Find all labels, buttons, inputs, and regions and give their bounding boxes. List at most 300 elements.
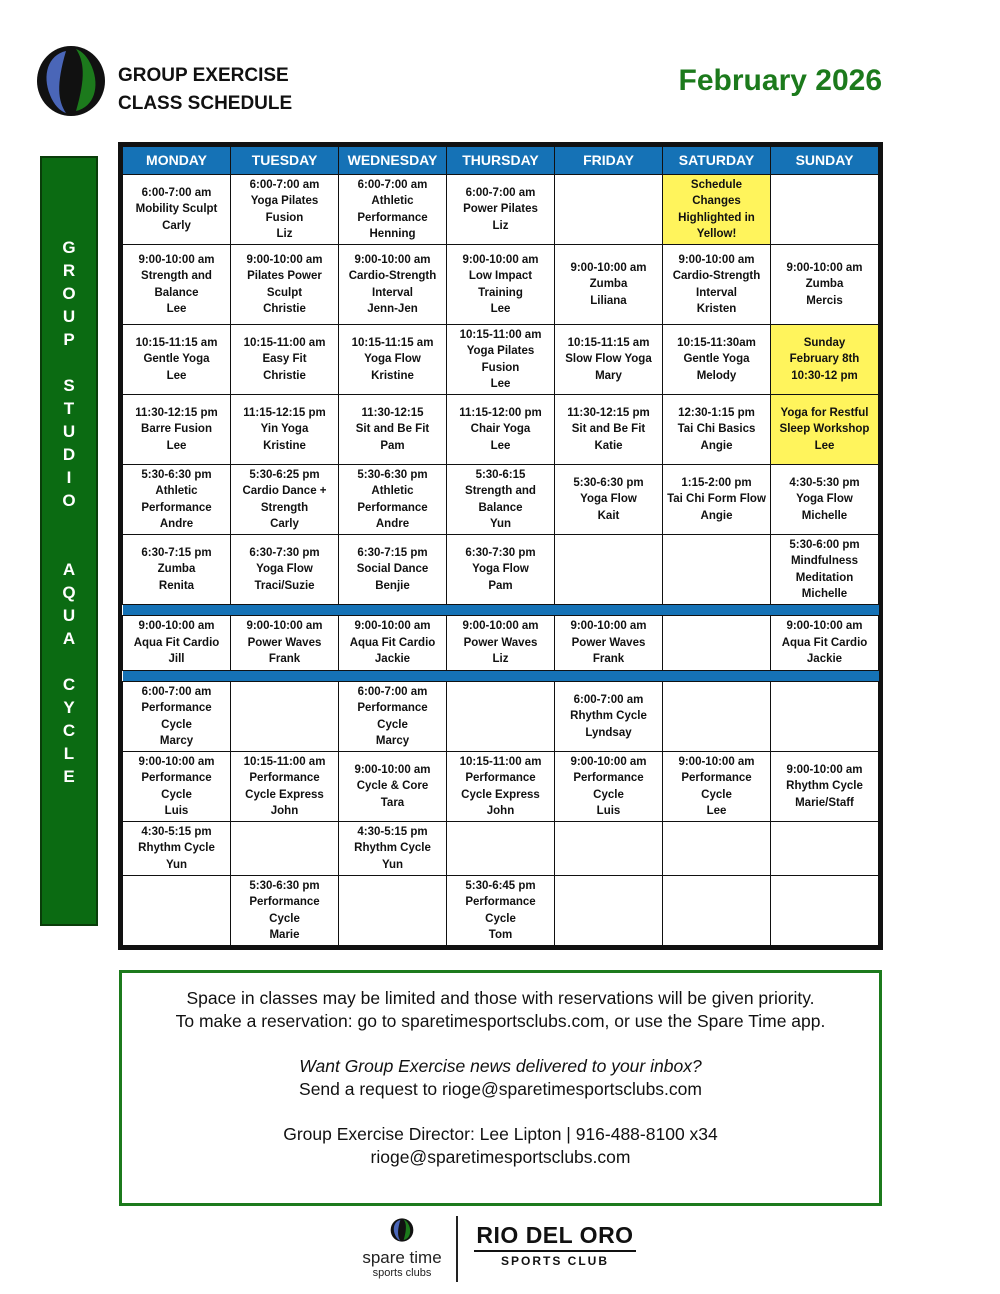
side-letter: C — [62, 675, 76, 694]
class-cell-line: Yun — [489, 518, 512, 530]
class-cell-line: Gentle Yoga — [143, 353, 210, 366]
class-cell — [123, 822, 231, 876]
class-cell — [231, 465, 339, 535]
class-cell-line: Lee — [166, 303, 187, 315]
side-letter: C — [62, 721, 76, 740]
class-cell-line: Performance — [357, 501, 428, 514]
schedule-table-frame — [118, 142, 883, 950]
side-letter: A — [62, 560, 76, 579]
class-cell-line: Frank — [268, 653, 301, 666]
class-cell-line: Christie — [263, 369, 306, 382]
class-cell — [555, 465, 663, 535]
class-cell — [339, 822, 447, 876]
class-cell-line: Zumba — [157, 563, 196, 576]
class-cell-line: Yun — [165, 858, 188, 871]
class-cell — [447, 616, 555, 671]
class-cell-line: Athletic — [371, 195, 414, 207]
class-cell-line: Performance — [141, 702, 212, 714]
side-letter: S — [63, 376, 75, 395]
class-cell-line: Yoga for Restful — [780, 406, 869, 419]
class-cell-line: 5:30-6:25 pm — [249, 468, 320, 481]
class-cell — [663, 175, 771, 245]
info-line-3: Want Group Exercise news delivered to your inbox? — [299, 1056, 702, 1076]
class-cell-line: Jenn-Jen — [367, 303, 418, 315]
class-cell — [339, 465, 447, 535]
class-cell-line: Performance — [681, 772, 752, 784]
class-cell-line: 11:15-12:00 pm — [459, 406, 542, 419]
side-letter: O — [62, 284, 76, 303]
page-title — [118, 62, 292, 118]
side-label-bar — [40, 156, 98, 926]
class-cell-line: Strength and — [465, 485, 536, 497]
class-cell — [663, 876, 771, 946]
class-cell-line: Renita — [158, 579, 195, 592]
class-cell-line: Andre — [159, 518, 194, 530]
side-letter: U — [62, 606, 76, 625]
class-cell — [771, 535, 879, 605]
class-cell-line: Sit and Be Fit — [355, 423, 430, 436]
side-letters — [42, 236, 96, 788]
day-header-friday: FRIDAY — [555, 147, 663, 175]
side-letter — [42, 512, 96, 535]
class-cell — [663, 682, 771, 752]
class-cell-line: Carly — [270, 518, 299, 530]
class-cell-line: Lee — [166, 369, 187, 382]
class-cell-line: Liz — [492, 219, 509, 232]
class-cell — [555, 535, 663, 605]
schedule-row — [123, 752, 879, 822]
class-cell-line: Yoga Flow — [580, 493, 637, 506]
class-cell-line: Mary — [595, 369, 622, 382]
sports-clubs-text: sports clubs — [372, 1267, 432, 1279]
class-cell-line: 11:30-12:15 pm — [567, 406, 650, 419]
class-cell — [555, 876, 663, 946]
class-cell-line: Rhythm Cycle — [786, 780, 863, 793]
class-cell-line: Chair Yoga — [470, 423, 531, 436]
class-cell-line: Liz — [492, 653, 509, 666]
class-cell — [123, 245, 231, 325]
class-cell-line: 4:30-5:15 pm — [141, 825, 212, 838]
class-cell — [771, 175, 879, 245]
schedule-row — [123, 245, 879, 325]
class-cell-line: Tara — [380, 796, 405, 809]
class-cell-line: Changes — [692, 195, 741, 207]
class-cell-line: Fusion — [481, 361, 520, 374]
class-cell-line: 9:00-10:00 am — [570, 755, 647, 768]
spare-time-small-logo-icon — [390, 1218, 414, 1242]
info-line-4: Send a request to rioge@sparetimesportsclubs.com — [299, 1079, 702, 1099]
class-cell-line: Cycle — [485, 912, 516, 925]
class-cell — [771, 395, 879, 465]
class-cell-line: Kristen — [696, 303, 737, 315]
class-cell — [771, 876, 879, 946]
class-cell-line: 9:00-10:00 am — [354, 253, 431, 266]
class-cell — [663, 465, 771, 535]
class-cell-line: 6:00-7:00 am — [141, 685, 212, 698]
class-cell-line: Performance — [357, 211, 428, 224]
side-letter: R — [62, 261, 76, 280]
class-cell — [447, 752, 555, 822]
class-cell-line: Meditation — [795, 571, 854, 584]
class-cell — [339, 682, 447, 752]
class-cell-line: Cardio-Strength — [348, 270, 437, 282]
class-cell — [555, 616, 663, 671]
class-cell-line: Michelle — [801, 588, 848, 600]
side-letter: Y — [63, 698, 75, 717]
class-cell-line: 9:00-10:00 am — [246, 253, 323, 266]
class-cell-line: Zumba — [805, 278, 844, 291]
footer-divider — [456, 1216, 458, 1282]
class-cell — [339, 245, 447, 325]
info-line-2: To make a reservation: go to sparetimesportsclubs.com, or use the Spare Time app. — [175, 1011, 826, 1031]
day-header-saturday: SATURDAY — [663, 147, 771, 175]
class-cell-line: 5:30-6:30 pm — [573, 476, 644, 489]
class-cell — [447, 822, 555, 876]
class-cell-line: Benjie — [375, 579, 410, 592]
class-cell-line: February 8th — [789, 353, 860, 366]
class-cell-line: Sunday — [803, 336, 846, 349]
class-cell-line: 5:30-6:30 pm — [357, 468, 428, 481]
class-cell-line: Sit and Be Fit — [571, 423, 646, 436]
class-cell-line: Lee — [814, 439, 835, 452]
spare-time-text: spare time — [362, 1248, 442, 1267]
class-cell-line: 6:30-7:30 pm — [465, 546, 536, 559]
day-header-row — [123, 147, 879, 175]
class-cell-line: 11:30-12:15 — [361, 406, 424, 419]
class-cell — [339, 535, 447, 605]
class-cell-line: Slow Flow Yoga — [565, 353, 652, 366]
class-cell-line: 9:00-10:00 am — [570, 620, 647, 633]
class-cell-line: Rhythm Cycle — [354, 842, 431, 855]
class-cell-line: Yoga Flow — [472, 563, 529, 576]
schedule-row — [123, 395, 879, 465]
class-cell — [447, 535, 555, 605]
class-cell-line: 6:00-7:00 am — [357, 685, 428, 698]
schedule-row — [123, 682, 879, 752]
class-cell-line: Lee — [166, 439, 187, 452]
class-cell — [339, 175, 447, 245]
class-cell-line: Angie — [700, 439, 733, 452]
class-cell-line: Tom — [488, 929, 513, 941]
side-letter: U — [62, 422, 76, 441]
class-cell-line: Cardio Dance + — [242, 485, 327, 497]
class-cell — [555, 822, 663, 876]
class-cell-line: Angie — [700, 509, 733, 522]
class-cell — [663, 616, 771, 671]
title-line-2: CLASS SCHEDULE — [118, 93, 293, 114]
class-cell-line: Aqua Fit Cardio — [781, 636, 868, 649]
class-cell-line: Yoga Pilates — [250, 195, 319, 207]
class-cell — [339, 395, 447, 465]
class-cell-line: Marcy — [375, 735, 410, 747]
class-cell-line: Andre — [375, 518, 410, 530]
schedule-table — [122, 146, 879, 946]
class-cell — [231, 822, 339, 876]
class-cell-line: 5:30-6:15 — [475, 468, 526, 481]
class-cell — [123, 465, 231, 535]
class-cell-line: Michelle — [801, 509, 848, 522]
class-cell-line: Strength — [260, 501, 309, 514]
class-cell-line: Performance — [249, 896, 320, 908]
schedule-row — [123, 325, 879, 395]
class-cell-line: 10:15-11:15 am — [135, 336, 218, 349]
schedule-row — [123, 465, 879, 535]
class-cell-line: 6:00-7:00 am — [573, 693, 644, 706]
class-cell-line: Pilates Power — [247, 270, 322, 282]
class-cell — [555, 395, 663, 465]
class-cell-line: Balance — [478, 501, 523, 514]
class-cell — [771, 245, 879, 325]
class-cell — [663, 752, 771, 822]
club-name: RIO DEL ORO — [476, 1222, 634, 1248]
class-cell-line: Jackie — [806, 653, 843, 666]
class-cell-line: Yoga Flow — [796, 493, 853, 506]
month-heading: February 2026 — [678, 64, 882, 97]
class-cell-line: Gentle Yoga — [683, 353, 750, 366]
class-cell — [231, 245, 339, 325]
class-cell-line: Strength and — [141, 270, 212, 282]
class-cell-line: Luis — [596, 805, 621, 817]
class-cell-line: 9:00-10:00 am — [678, 755, 755, 768]
class-cell-line: 6:00-7:00 am — [249, 178, 320, 191]
class-cell-line: Frank — [592, 653, 625, 666]
info-box — [119, 970, 882, 1206]
class-cell-line: 10:15-11:00 am — [459, 755, 542, 768]
class-cell-line: Performance — [465, 896, 536, 908]
class-cell — [231, 175, 339, 245]
class-cell-line: 9:00-10:00 am — [462, 620, 539, 633]
class-cell — [771, 616, 879, 671]
class-cell-line: Cycle — [593, 788, 624, 801]
class-cell-line: Christie — [263, 303, 306, 315]
class-cell-line: Performance — [249, 772, 320, 784]
class-cell-line: Mobility Sculpt — [135, 203, 218, 216]
class-cell-line: Lyndsay — [585, 726, 632, 739]
class-cell-line: Carly — [162, 219, 191, 232]
class-cell-line: Balance — [154, 286, 199, 299]
side-letter: O — [62, 491, 76, 510]
side-letter: Q — [62, 583, 76, 602]
class-cell-line: John — [270, 805, 299, 817]
class-cell-line: 9:00-10:00 am — [246, 620, 323, 633]
class-cell-line: Marie — [269, 929, 300, 941]
class-cell — [231, 616, 339, 671]
class-cell — [447, 682, 555, 752]
class-cell-line: Tai Chi Form Flow — [667, 493, 766, 506]
class-cell-line: Interval — [372, 286, 413, 299]
class-cell-line: Marie/Staff — [795, 796, 854, 809]
class-cell-line: 12:30-1:15 pm — [678, 406, 755, 419]
class-cell-line: Lee — [706, 805, 727, 817]
side-letter: T — [63, 399, 75, 418]
spare-time-footer-logo — [352, 1218, 452, 1279]
class-cell-line: Yoga Pilates — [466, 345, 535, 357]
info-line-5: Group Exercise Director: Lee Lipton | 916-488-8100 x34 — [283, 1124, 718, 1144]
class-cell-line: 6:00-7:00 am — [357, 178, 428, 191]
rio-del-oro-logo — [470, 1222, 640, 1268]
day-header-monday: MONDAY — [123, 147, 231, 175]
class-cell-line: 9:00-10:00 am — [786, 763, 863, 776]
class-cell — [123, 535, 231, 605]
class-cell-line: 9:00-10:00 am — [354, 620, 431, 633]
class-cell — [339, 876, 447, 946]
class-cell-line: Cycle — [161, 718, 192, 731]
side-letter — [42, 351, 96, 374]
schedule-body — [123, 175, 879, 946]
title-line-1: GROUP EXERCISE — [118, 65, 289, 86]
class-cell — [123, 175, 231, 245]
class-cell — [339, 616, 447, 671]
class-cell-line: 9:00-10:00 am — [570, 261, 647, 274]
side-letter: E — [63, 767, 75, 786]
class-cell-line: 10:15-11:00 am — [243, 336, 326, 349]
class-cell-line: Lee — [490, 439, 511, 452]
class-cell-line: Athletic — [371, 485, 414, 497]
info-line-1: Space in classes may be limited and those with reservations will be given priority. — [186, 988, 815, 1008]
class-cell — [447, 876, 555, 946]
class-cell-line: Marcy — [159, 735, 194, 747]
class-cell — [663, 395, 771, 465]
class-cell-line: 5:30-6:00 pm — [789, 538, 860, 551]
class-cell-line: Highlighted in — [678, 211, 755, 224]
class-cell-line: Mindfulness — [790, 555, 859, 567]
class-cell-line: 9:00-10:00 am — [138, 755, 215, 768]
class-cell-line: Liliana — [590, 294, 627, 307]
class-cell-line: Interval — [696, 286, 737, 299]
class-cell-line: Power Waves — [463, 636, 538, 649]
class-cell-line: 6:30-7:15 pm — [141, 546, 212, 559]
class-cell-line: 4:30-5:30 pm — [789, 476, 860, 489]
schedule-row — [123, 535, 879, 605]
class-cell-line: Henning — [369, 228, 416, 240]
class-cell — [663, 325, 771, 395]
class-cell-line: 9:00-10:00 am — [786, 261, 863, 274]
class-cell — [123, 682, 231, 752]
class-cell — [555, 245, 663, 325]
section-separator — [123, 605, 879, 616]
class-cell-line: Zumba — [589, 278, 628, 291]
class-cell-line: Lee — [490, 303, 511, 315]
side-letter: P — [63, 330, 75, 349]
class-cell-line: 5:30-6:30 pm — [141, 468, 212, 481]
class-cell-line: Fusion — [265, 211, 304, 224]
class-cell-line: Aqua Fit Cardio — [349, 636, 436, 649]
class-cell — [447, 175, 555, 245]
class-cell-line: Performance — [465, 772, 536, 784]
schedule-row — [123, 175, 879, 245]
class-cell-line: Kristine — [371, 369, 414, 382]
side-letter: U — [62, 307, 76, 326]
class-cell-line: Athletic — [155, 485, 198, 497]
class-cell-line: 10:15-11:00 am — [243, 755, 326, 768]
class-cell-line: Tai Chi Basics — [677, 423, 756, 436]
class-cell-line: Yellow! — [696, 228, 737, 240]
footer-logos — [352, 1216, 652, 1282]
class-cell — [771, 822, 879, 876]
class-cell-line: Performance — [357, 702, 428, 714]
info-line-6: rioge@sparetimesportsclubs.com — [370, 1147, 631, 1167]
day-header-tuesday: TUESDAY — [231, 147, 339, 175]
class-cell-line: Schedule — [690, 178, 743, 191]
class-cell-line: Power Waves — [571, 636, 646, 649]
class-cell-line: Yoga Flow — [256, 563, 313, 576]
class-cell-line: Cycle — [701, 788, 732, 801]
side-letter: L — [63, 744, 75, 763]
class-cell-line: Cycle — [161, 788, 192, 801]
class-cell-line: Rhythm Cycle — [570, 710, 647, 723]
class-cell-line: 6:00-7:00 am — [465, 186, 536, 199]
class-cell — [339, 325, 447, 395]
class-cell-line: Low Impact — [468, 270, 533, 282]
class-cell-line: Luis — [164, 805, 189, 817]
class-cell-line: Easy Fit — [262, 353, 307, 366]
class-cell-line: Cycle Express — [245, 788, 324, 801]
class-cell — [231, 876, 339, 946]
day-header-wednesday: WEDNESDAY — [339, 147, 447, 175]
class-cell-line: Yun — [381, 858, 404, 871]
class-cell — [447, 395, 555, 465]
club-subtitle: SPORTS CLUB — [500, 1254, 609, 1268]
class-cell-line: 9:00-10:00 am — [138, 620, 215, 633]
class-cell-line: Pam — [380, 439, 405, 452]
class-cell-line: Traci/Suzie — [254, 579, 315, 592]
class-cell-line: Kristine — [263, 439, 306, 452]
class-cell-line: Social Dance — [356, 563, 429, 576]
class-cell-line: Lee — [490, 378, 511, 390]
class-cell-line: Performance — [141, 772, 212, 784]
class-cell — [231, 325, 339, 395]
class-cell — [123, 395, 231, 465]
class-cell-line: Sleep Workshop — [779, 423, 870, 436]
class-cell-line: 6:30-7:30 pm — [249, 546, 320, 559]
class-cell-line: 9:00-10:00 am — [786, 620, 863, 633]
class-cell-line: Jackie — [374, 653, 411, 666]
class-cell — [447, 245, 555, 325]
schedule-row — [123, 876, 879, 946]
class-cell-line: Cycle Express — [461, 788, 540, 801]
class-cell-line: 11:15-12:15 pm — [243, 406, 326, 419]
class-cell-line: 10:15-11:30am — [677, 336, 756, 349]
class-cell-line: Aqua Fit Cardio — [133, 636, 220, 649]
class-cell-line: Liz — [276, 228, 293, 240]
day-header-sunday: SUNDAY — [771, 147, 879, 175]
class-cell-line: Power Waves — [247, 636, 322, 649]
class-cell-line: Cardio-Strength — [672, 270, 761, 282]
class-cell — [555, 325, 663, 395]
class-cell — [555, 682, 663, 752]
class-cell-line: Sculpt — [266, 286, 303, 299]
class-cell-line: 9:00-10:00 am — [462, 253, 539, 266]
class-cell — [663, 535, 771, 605]
class-cell — [231, 395, 339, 465]
class-cell — [123, 616, 231, 671]
class-cell-line: Barre Fusion — [141, 423, 212, 436]
section-separator — [123, 671, 879, 682]
class-cell — [771, 465, 879, 535]
class-cell-line: 9:00-10:00 am — [354, 763, 431, 776]
class-cell-line: 9:00-10:00 am — [678, 253, 755, 266]
class-cell-line: Pam — [488, 579, 513, 592]
class-cell-line: Performance — [573, 772, 644, 784]
side-letter: D — [62, 445, 76, 464]
class-cell — [231, 752, 339, 822]
class-cell-line: Mercis — [806, 294, 843, 307]
class-cell-line: 9:00-10:00 am — [138, 253, 215, 266]
class-cell-line: Performance — [141, 501, 212, 514]
class-cell-line: Cycle & Core — [356, 780, 429, 793]
class-cell-line: 6:30-7:15 pm — [357, 546, 428, 559]
class-cell — [231, 535, 339, 605]
